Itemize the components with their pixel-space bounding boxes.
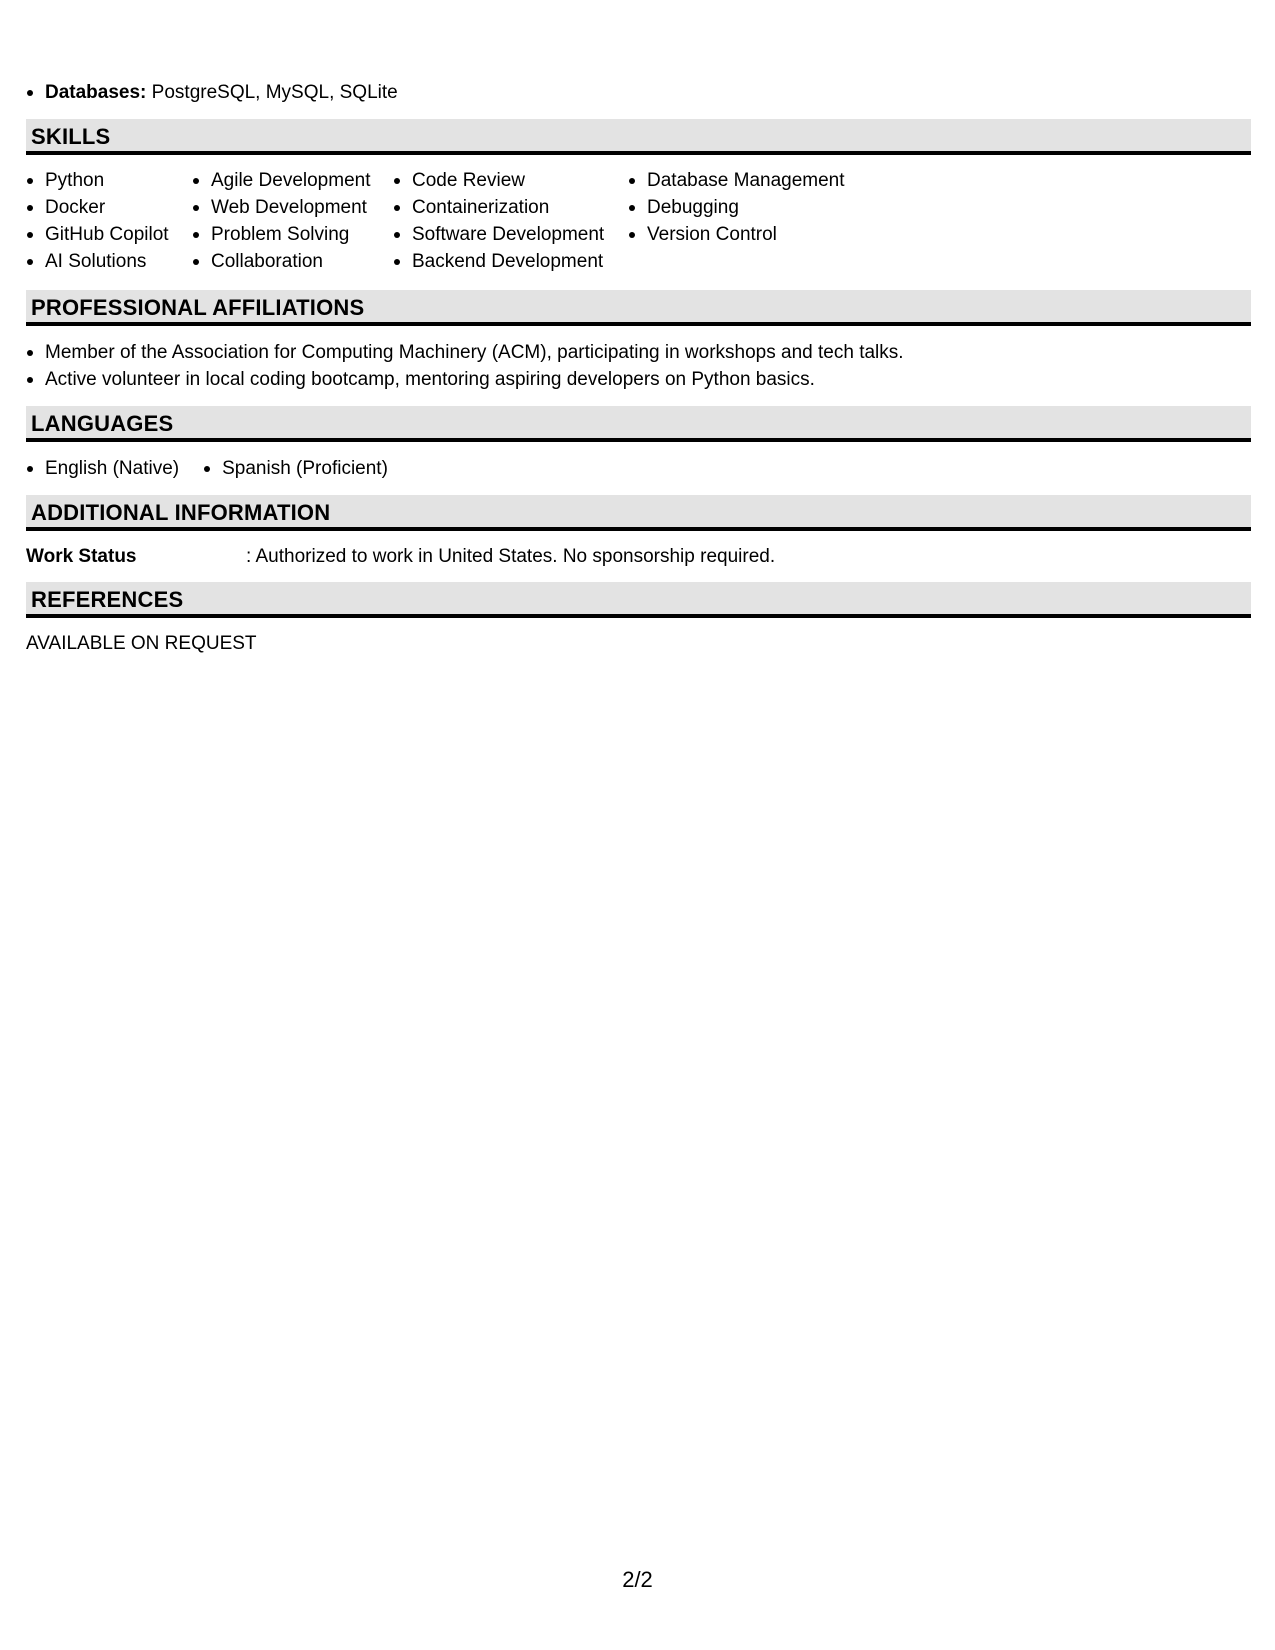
references-text: AVAILABLE ON REQUEST (26, 633, 257, 654)
additional-info-header (26, 495, 1251, 531)
skill-item: Backend Development (393, 248, 628, 275)
skills-title: SKILLS (31, 124, 111, 149)
skill-item: Web Development (192, 194, 393, 221)
languages-list (26, 455, 412, 482)
references-header (26, 582, 1251, 618)
skill-item: AI Solutions (26, 248, 192, 275)
affiliation-item: Active volunteer in local coding bootcamp, mentoring aspiring developers on Python basics. (26, 366, 904, 393)
skill-item: Docker (26, 194, 192, 221)
language-item: Spanish (Proficient) (203, 455, 388, 482)
language-item: English (Native) (26, 455, 179, 482)
databases-label: Databases: (45, 82, 147, 103)
skill-item: Code Review (393, 167, 628, 194)
skill-item: Agile Development (192, 167, 393, 194)
work-status-label: Work Status (26, 546, 137, 567)
additional-info-title: ADDITIONAL INFORMATION (31, 500, 331, 525)
skill-item: Problem Solving (192, 221, 393, 248)
skill-item: Debugging (628, 194, 868, 221)
skills-grid (26, 167, 868, 275)
page-number: 2/2 (622, 1567, 653, 1592)
skill-item: Software Development (393, 221, 628, 248)
skill-item: GitHub Copilot (26, 221, 192, 248)
languages-title: LANGUAGES (31, 411, 174, 436)
affiliations-title: PROFESSIONAL AFFILIATIONS (31, 295, 365, 320)
skills-column-4 (628, 167, 868, 275)
skills-column-2 (192, 167, 393, 275)
databases-item (26, 79, 398, 106)
databases-value: PostgreSQL, MySQL, SQLite (146, 82, 398, 103)
skill-item: Python (26, 167, 192, 194)
skill-item: Database Management (628, 167, 868, 194)
skills-column-1 (26, 167, 192, 275)
skill-item: Version Control (628, 221, 868, 248)
skill-item: Collaboration (192, 248, 393, 275)
skills-column-3 (393, 167, 628, 275)
work-status-value: : Authorized to work in United States. No sponsorship required. (246, 546, 776, 567)
affiliations-list (26, 339, 904, 393)
references-title: REFERENCES (31, 587, 184, 612)
skills-header (26, 119, 1251, 155)
skill-item: Containerization (393, 194, 628, 221)
affiliation-item: Member of the Association for Computing Machinery (ACM), participating in workshops and tech talks. (26, 339, 904, 366)
technical-skills-list (26, 79, 398, 106)
languages-header (26, 406, 1251, 442)
affiliations-header (26, 290, 1251, 326)
